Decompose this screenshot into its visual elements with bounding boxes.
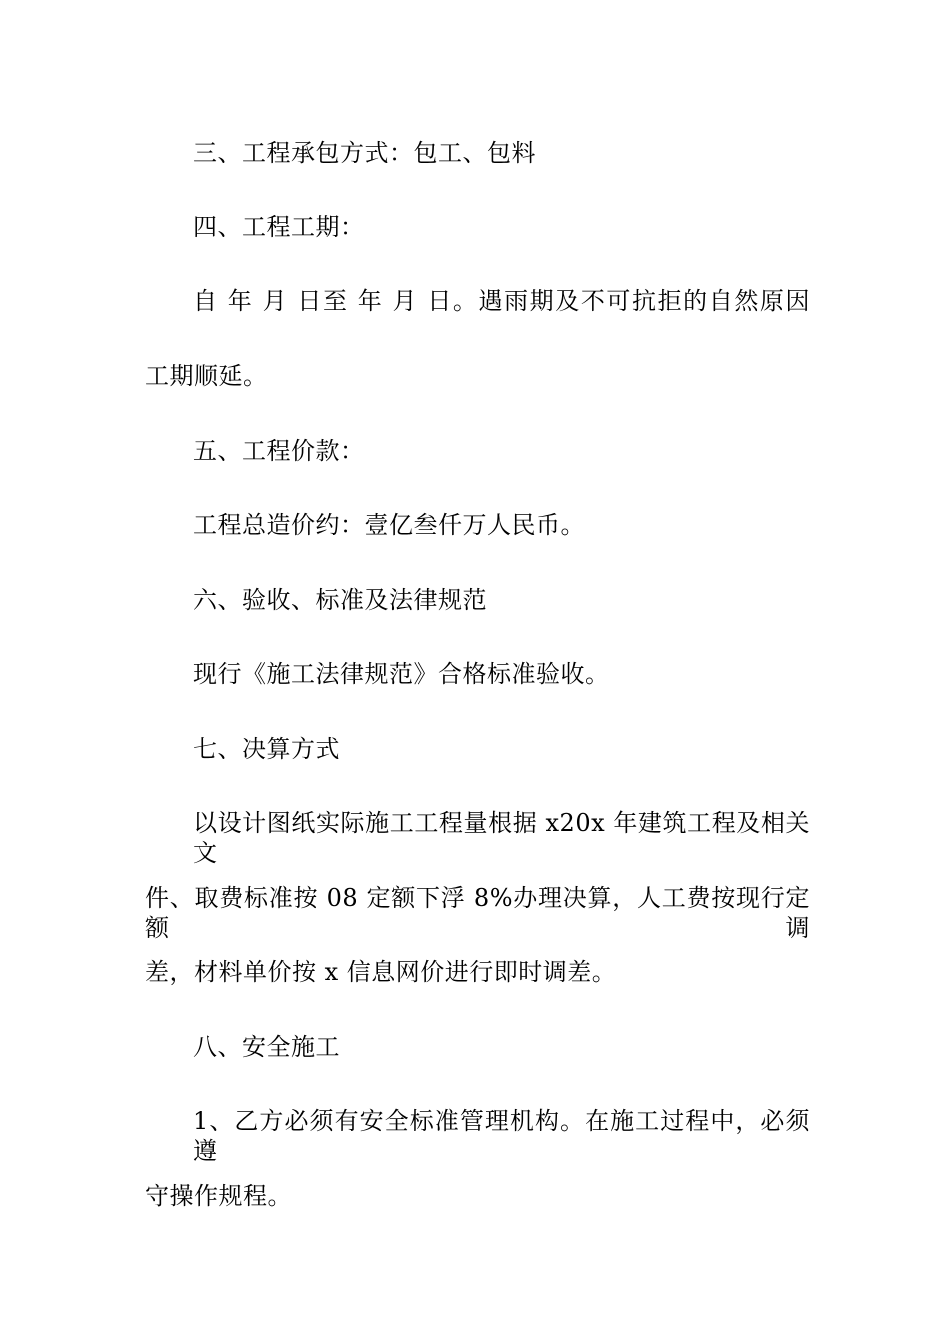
section8-item1-line1: 1、乙方必须有安全标准管理机构。在施工过程中，必须遵 — [193, 1107, 810, 1165]
section7-paragraph-line1: 以设计图纸实际施工工程量根据 x20x 年建筑工程及相关文 — [193, 809, 810, 867]
section6-paragraph: 现行《施工法律规范》合格标准验收。 — [193, 660, 610, 688]
section4-paragraph-line1: 自 年 月 日至 年 月 日。遇雨期及不可抗拒的自然原因 — [193, 287, 810, 315]
section7-paragraph-line2: 件、取费标准按 08 定额下浮 8%办理决算，人工费按现行定额调 — [145, 884, 810, 942]
section6-heading: 六、验收、标准及法律规范 — [193, 586, 487, 614]
section5-heading: 五、工程价款： — [193, 437, 365, 465]
section3-heading: 三、工程承包方式：包工、包料 — [193, 139, 536, 167]
section5-paragraph: 工程总造价约：壹亿叁仟万人民币。 — [193, 511, 585, 539]
section4-heading: 四、工程工期： — [193, 213, 365, 241]
section8-heading: 八、安全施工 — [193, 1033, 340, 1061]
section8-item1-line2: 守操作规程。 — [145, 1182, 292, 1210]
section4-paragraph-line2: 工期顺延。 — [145, 362, 268, 390]
section7-paragraph-line3: 差，材料单价按 x 信息网价进行即时调差。 — [145, 958, 617, 986]
section7-heading: 七、决算方式 — [193, 735, 340, 763]
